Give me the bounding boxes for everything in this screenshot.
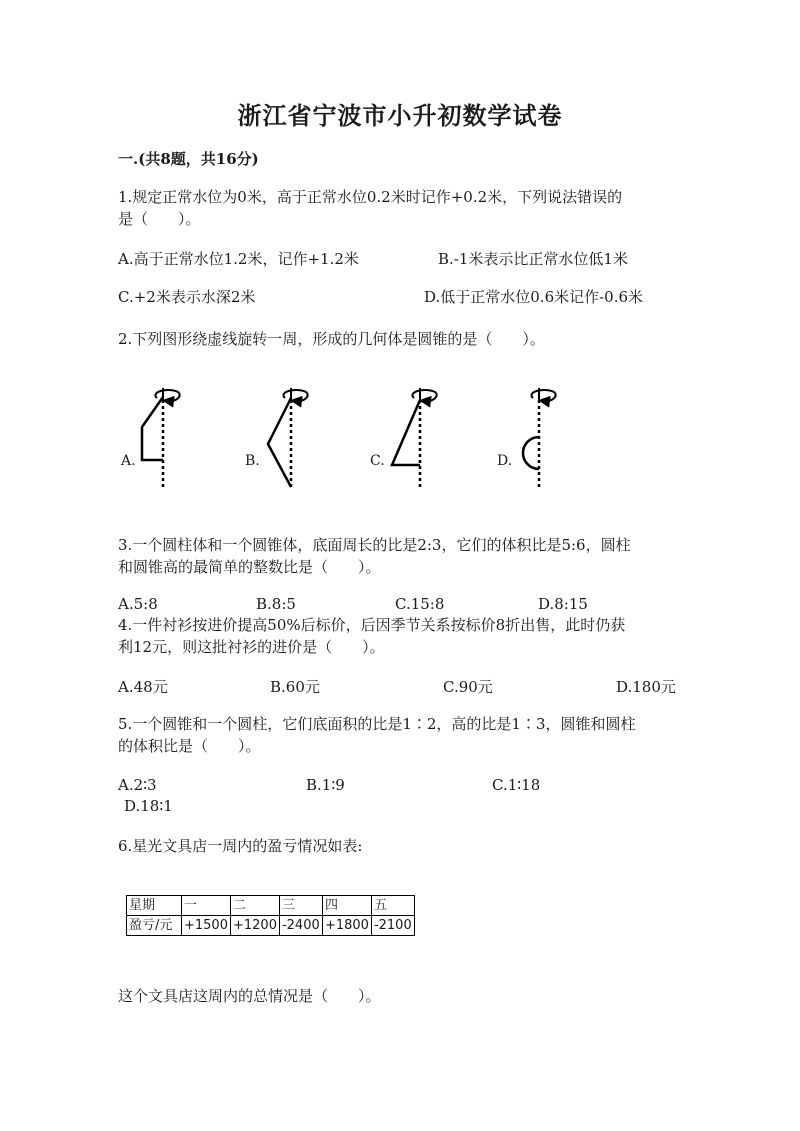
- question-3-line-2: 和圆锥高的最简单的整数比是（ ）。: [118, 558, 381, 576]
- q1-option-d[interactable]: D.低于正常水位0.6米记作-0.6米: [424, 288, 644, 306]
- question-2-text: 2.下列图形绕虚线旋转一周，形成的几何体是圆锥的是（ ）。: [118, 330, 545, 348]
- q1-option-c[interactable]: C.+2米表示水深2米: [118, 288, 256, 306]
- page-title: 浙江省宁波市小升初数学试卷: [237, 101, 563, 130]
- question-5-line-1: 5.一个圆锥和一个圆柱，它们底面积的比是1∶2，高的比是1∶3，圆锥和圆柱: [118, 715, 636, 733]
- table-header-row: [127, 896, 415, 916]
- table-header-cell: 三: [279, 896, 322, 916]
- q1-option-a[interactable]: A.高于正常水位1.2米，记作+1.2米: [118, 250, 359, 268]
- q3-option-b[interactable]: B.8:5: [256, 595, 296, 613]
- table-cell: +1200: [230, 916, 279, 936]
- table-header-cell: 五: [371, 896, 414, 916]
- table-header-cell: 二: [230, 896, 279, 916]
- table-row: [127, 916, 415, 936]
- q5-option-d[interactable]: D.18∶1: [124, 797, 173, 815]
- table-header-cell: 一: [182, 896, 231, 916]
- q3-option-a[interactable]: A.5:8: [118, 595, 158, 613]
- q2-rotation-figures: [0, 0, 800, 500]
- q2-figure-label-c: C.: [370, 453, 385, 469]
- q1-option-b[interactable]: B.-1米表示比正常水位低1米: [438, 250, 628, 268]
- table-cell: -2100: [371, 916, 414, 936]
- q4-option-d[interactable]: D.180元: [616, 678, 676, 696]
- q2-figure-label-a: A.: [121, 453, 136, 469]
- question-1-line-1: 1.规定正常水位为0米，高于正常水位0.2米时记作+0.2米，下列说法错误的: [118, 188, 623, 206]
- table-cell: -2400: [279, 916, 322, 936]
- profit-loss-table: [126, 895, 415, 936]
- q4-option-b[interactable]: B.60元: [270, 678, 320, 696]
- table-header-cell: 星期: [127, 896, 182, 916]
- question-6-follow-up: 这个文具店这周内的总情况是（ ）。: [118, 987, 381, 1005]
- question-3-line-1: 3.一个圆柱体和一个圆锥体，底面周长的比是2:3，它们的体积比是5:6，圆柱: [118, 536, 631, 554]
- table-cell: 盈亏/元: [127, 916, 182, 936]
- q5-option-a[interactable]: A.2∶3: [118, 776, 157, 794]
- q2-figure-label-b: B.: [245, 453, 260, 469]
- q3-option-d[interactable]: D.8:15: [538, 595, 588, 613]
- q2-figure-a[interactable]: [142, 388, 180, 487]
- table-cell: +1500: [182, 916, 231, 936]
- question-4-line-2: 利12元，则这批衬衫的进价是（ ）。: [118, 638, 385, 656]
- table-cell: +1800: [322, 916, 371, 936]
- q3-option-c[interactable]: C.15:8: [395, 595, 445, 613]
- q4-option-c[interactable]: C.90元: [443, 678, 493, 696]
- q2-figure-c[interactable]: [392, 388, 437, 487]
- question-3-text: [118, 534, 631, 578]
- q5-option-b[interactable]: B.1∶9: [306, 776, 345, 794]
- q2-figure-d[interactable]: [523, 388, 556, 487]
- q5-option-c[interactable]: C.1∶18: [492, 776, 541, 794]
- question-4-line-1: 4.一件衬衫按进价提高50%后标价，后因季节关系按标价8折出售，此时仍获: [118, 616, 626, 634]
- question-4-text: [118, 614, 625, 658]
- q2-figure-label-d: D.: [497, 453, 513, 469]
- question-5-text: [118, 713, 636, 757]
- q2-figure-b[interactable]: [268, 388, 308, 487]
- table-header-cell: 四: [322, 896, 371, 916]
- question-5-line-2: 的体积比是（ ）。: [118, 737, 261, 755]
- section-heading: 一.(共8题，共16分): [118, 150, 259, 168]
- q4-option-a[interactable]: A.48元: [118, 678, 168, 696]
- question-1-line-2: 是（ ）。: [118, 210, 201, 228]
- question-6-text: 6.星光文具店一周内的盈亏情况如表:: [118, 837, 363, 855]
